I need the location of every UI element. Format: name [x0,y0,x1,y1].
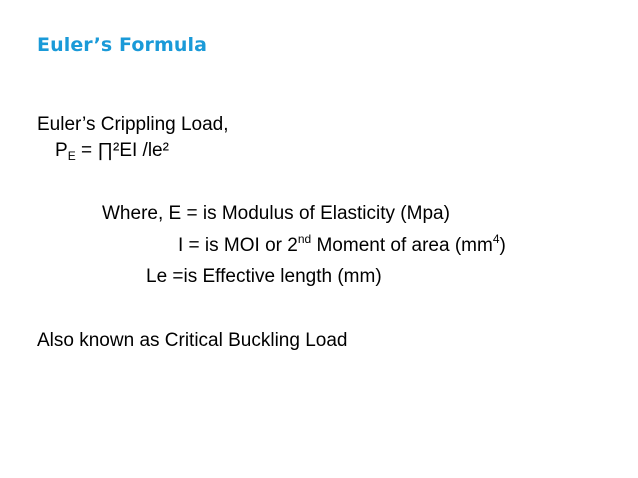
moi-text-start: I = is MOI or 2 [178,235,298,256]
also-known-as: Also known as Critical Buckling Load [37,330,348,351]
crippling-load-label: Euler’s Crippling Load, [37,114,229,135]
formula-expression: = ∏²EI /le² [75,140,169,161]
moi-text-middle: Moment of area (mm [311,235,493,256]
definition-moi [178,232,506,257]
definition-modulus: Where, E = is Modulus of Elasticity (Mpa) [102,203,450,224]
moi-superscript-4: 4 [492,232,500,246]
moi-text-end: ) [499,235,506,256]
formula-subscript: E [67,149,76,163]
euler-formula [55,140,169,162]
slide-title: Euler’s Formula [37,34,208,56]
moi-superscript-nd: nd [297,232,312,246]
formula-symbol: P [55,140,68,161]
definition-effective-length: Le =is Effective length (mm) [146,266,382,287]
